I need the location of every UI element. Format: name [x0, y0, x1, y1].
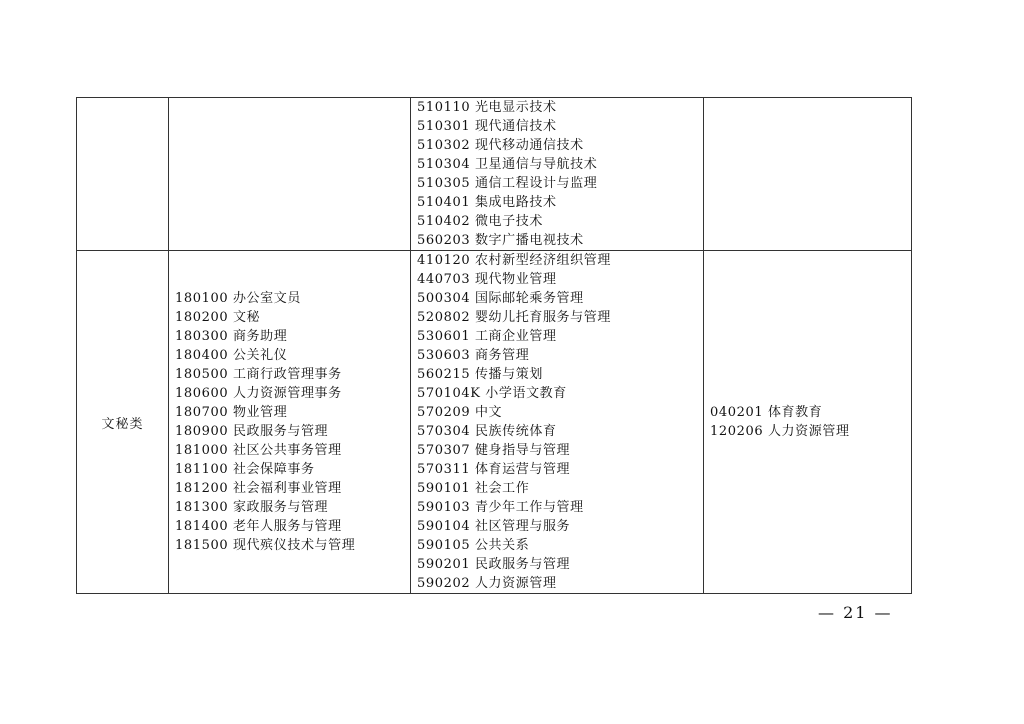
major-item: 590202 人力资源管理: [417, 576, 557, 591]
major-item: 180100 办公室文员: [175, 291, 301, 306]
secondary-majors-cell: [169, 98, 411, 251]
major-item: 510301 现代通信技术: [417, 119, 557, 134]
major-item: 120206 人力资源管理: [710, 424, 850, 439]
major-item: 570304 民族传统体育: [417, 424, 557, 439]
major-item: 530601 工商企业管理: [417, 329, 557, 344]
major-item: 510110 光电显示技术: [417, 100, 557, 115]
undergrad-majors-cell: [704, 98, 912, 251]
major-item: 180400 公关礼仪: [175, 348, 288, 363]
major-item: 510304 卫星通信与导航技术: [417, 157, 598, 172]
major-item: 180700 物业管理: [175, 405, 288, 420]
major-item: 590101 社会工作: [417, 481, 530, 496]
vocational-majors-cell: [411, 251, 704, 594]
major-item: 180600 人力资源管理事务: [175, 386, 342, 401]
page-number: — 21 —: [818, 603, 893, 622]
major-item: 590201 民政服务与管理: [417, 557, 571, 572]
major-item: 410120 农村新型经济组织管理: [417, 253, 611, 268]
major-item: 510401 集成电路技术: [417, 195, 557, 210]
major-item: 180200 文秘: [175, 310, 261, 325]
major-item: 181400 老年人服务与管理: [175, 519, 342, 534]
undergrad-majors-cell: [704, 251, 912, 594]
major-item: 180300 商务助理: [175, 329, 288, 344]
major-item: 440703 现代物业管理: [417, 272, 557, 287]
major-item: 520802 婴幼儿托育服务与管理: [417, 310, 611, 325]
major-item: 180900 民政服务与管理: [175, 424, 329, 439]
major-item: 181300 家政服务与管理: [175, 500, 329, 515]
major-item: 181200 社会福利事业管理: [175, 481, 342, 496]
secondary-majors-cell: [169, 251, 411, 594]
major-item: 040201 体育教育: [710, 405, 823, 420]
category-cell: [77, 98, 169, 251]
category-label: 文秘类: [101, 416, 144, 432]
major-item: 510302 现代移动通信技术: [417, 138, 584, 153]
major-item: 510305 通信工程设计与监理: [417, 176, 598, 191]
major-item: 510402 微电子技术: [417, 214, 543, 229]
major-item: 560203 数字广播电视技术: [417, 233, 584, 248]
major-item: 590103 青少年工作与管理: [417, 500, 584, 515]
major-item: 180500 工商行政管理事务: [175, 367, 342, 382]
major-catalog-table: [76, 97, 912, 594]
major-item: 181100 社会保障事务: [175, 462, 315, 477]
major-item: 181500 现代殡仪技术与管理: [175, 538, 356, 553]
category-cell: [77, 251, 169, 594]
major-item: 570307 健身指导与管理: [417, 443, 571, 458]
major-item: 570104K 小学语文教育: [417, 386, 567, 401]
major-item: 590104 社区管理与服务: [417, 519, 571, 534]
table-row: [77, 251, 912, 594]
major-item: 560215 传播与策划: [417, 367, 543, 382]
table-row: [77, 98, 912, 251]
major-item: 570311 体育运营与管理: [417, 462, 571, 477]
major-item: 590105 公共关系: [417, 538, 530, 553]
major-item: 181000 社区公共事务管理: [175, 443, 342, 458]
major-item: 570209 中文: [417, 405, 503, 420]
major-item: 500304 国际邮轮乘务管理: [417, 291, 584, 306]
vocational-majors-cell: [411, 98, 704, 251]
major-item: 530603 商务管理: [417, 348, 530, 363]
